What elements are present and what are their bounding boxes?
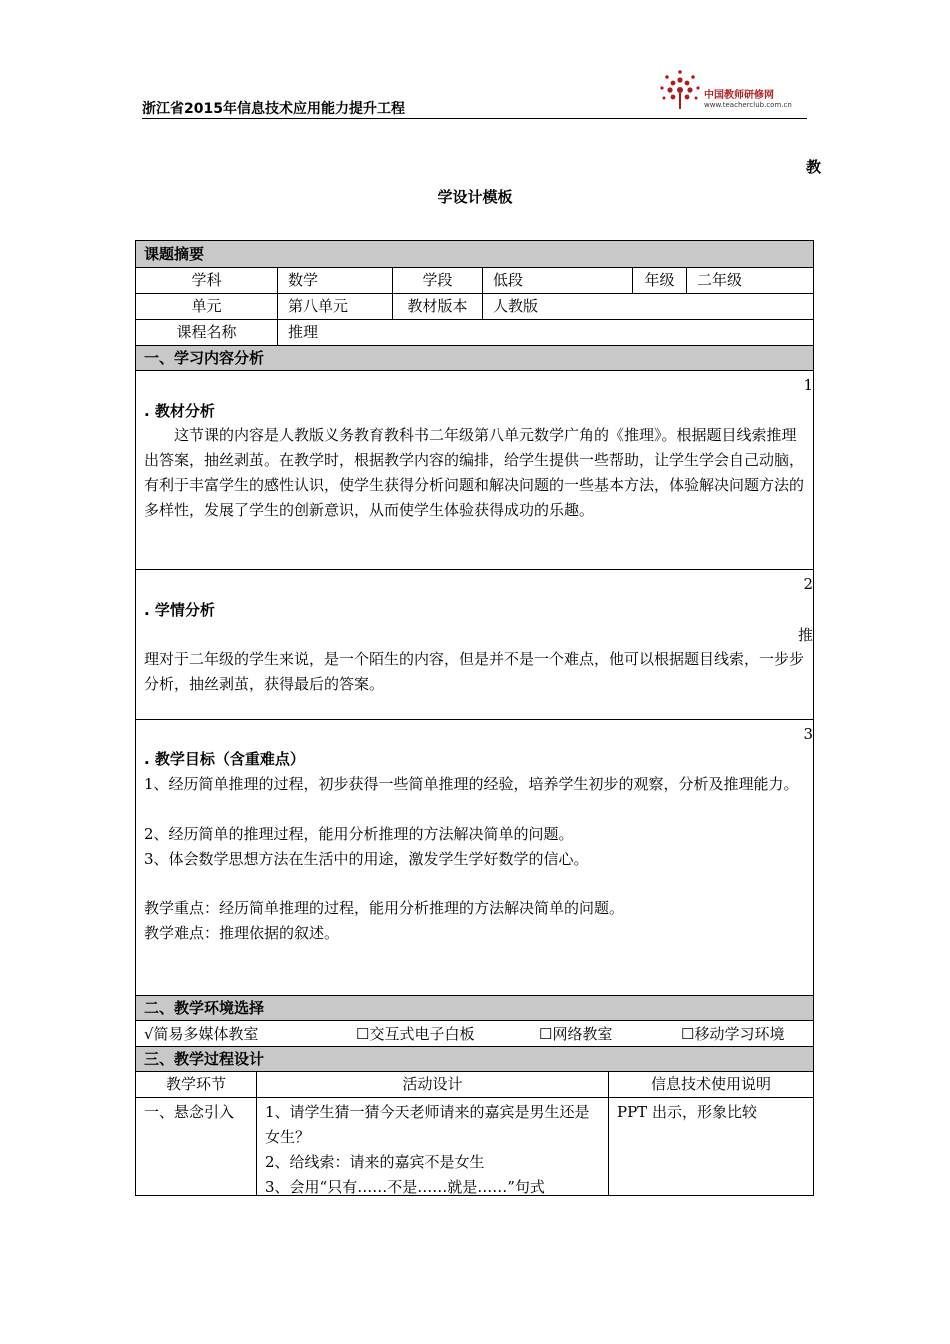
logo-flower-icon [656, 68, 704, 114]
doc-title-part1: 教 [806, 158, 822, 176]
textbook-text: 这节课的内容是人教版义务教育教科书二年级第八单元数学广角的《推理》。根据题目线索推理出答案，抽丝剥茧。在教学时，根据教学内容的编排，给学生提供一些帮助，让学生学会自己动脑，有利于丰富学生的感性认识，使学生获得分析问题和解决问题的一些基本方法，体验解决问题方法的多样性，发展了学生的创新意识，从而使学生体验获得成功的乐趣。 [144, 426, 805, 519]
col-header-stage: 教学环节 [136, 1072, 257, 1097]
logo [656, 68, 806, 114]
summary-heading-row [136, 241, 813, 268]
env-option-whiteboard[interactable]: ☐交互式电子白板 [356, 1025, 475, 1043]
activity-item: 2、给线索：请来的嘉宾不是女生 [265, 1153, 485, 1171]
section2-heading: 二、教学环境选择 [144, 999, 265, 1017]
goal-item: 3、体会数学思想方法在生活中的用途，激发学生学好数学的信心。 [144, 850, 589, 868]
unit-value: 第八单元 [278, 294, 393, 319]
subject-value: 数学 [278, 268, 393, 293]
section1-heading: 一、学习内容分析 [144, 349, 265, 367]
summary-row-3 [136, 320, 813, 346]
environment-options-row [136, 1021, 813, 1047]
env-option-mobile[interactable]: ☐移动学习环境 [681, 1025, 785, 1043]
section3-heading: 三、教学过程设计 [144, 1050, 265, 1068]
edition-label: 教材版本 [393, 294, 483, 319]
process-row [136, 1098, 813, 1195]
textbook-title: . 教材分析 [144, 402, 215, 420]
learner-analysis-block [136, 570, 813, 720]
course-label: 课程名称 [136, 320, 278, 345]
col-header-activity: 活动设计 [257, 1072, 609, 1097]
learner-number: 2 [803, 575, 813, 593]
process-stage: 一、悬念引入 [136, 1098, 257, 1195]
course-value: 推理 [288, 323, 319, 341]
subject-label: 学科 [136, 268, 278, 293]
logo-name: 中国教师研修网 [704, 90, 774, 101]
edition-value: 人教版 [493, 297, 539, 315]
header-title: 浙江省2015年信息技术应用能力提升工程 [142, 101, 405, 117]
activity-item: 3、会用“只有……不是……就是……”句式 [265, 1178, 545, 1196]
section3-heading-row [136, 1047, 813, 1072]
goals-number: 3 [803, 725, 813, 743]
doc-title-part2: 学设计模板 [437, 188, 513, 206]
learner-title: . 学情分析 [144, 601, 215, 619]
env-option-network[interactable]: ☐网络教室 [539, 1025, 613, 1043]
goals-title: . 教学目标（含重难点） [144, 750, 305, 768]
stage-value: 低段 [483, 268, 633, 293]
textbook-number: 1 [803, 376, 813, 394]
logo-url: www.teacherclub.com.cn [704, 101, 792, 109]
learner-text: 理对于二年级的学生来说，是一个陌生的内容，但是并不是一个难点，他可以根据题目线索，一步步分析，抽丝剥茧，获得最后的答案。 [144, 650, 805, 693]
grade-value: 二年级 [697, 271, 743, 289]
summary-row-2 [136, 294, 813, 320]
section2-heading-row [136, 996, 813, 1021]
lesson-plan-table [135, 240, 814, 1196]
summary-heading: 课题摘要 [144, 245, 205, 263]
textbook-analysis-block [136, 371, 813, 570]
summary-row-1 [136, 268, 813, 294]
unit-label: 单元 [136, 294, 278, 319]
difficulty: 教学难点：推理依据的叙述。 [144, 924, 340, 942]
grade-label: 年级 [633, 268, 687, 293]
goals-block [136, 720, 813, 996]
process-activity [257, 1098, 609, 1195]
col-header-tech: 信息技术使用说明 [650, 1075, 771, 1093]
stage-label: 学段 [393, 268, 483, 293]
section1-heading-row [136, 346, 813, 371]
process-tech: PPT 出示，形象比较 [617, 1103, 757, 1121]
process-header-row [136, 1072, 813, 1098]
env-option-multimedia[interactable]: √简易多媒体教室 [144, 1025, 259, 1043]
activity-item: 1、请学生猜一猜今天老师请来的嘉宾是男生还是女生？ [265, 1103, 590, 1146]
goal-item: 2、经历简单的推理过程，能用分析推理的方法解决简单的问题。 [144, 825, 574, 843]
goal-item: 1、经历简单推理的过程，初步获得一些简单推理的经验，培养学生初步的观察，分析及推理能力。 [144, 775, 799, 793]
header-divider [142, 118, 807, 119]
learner-tail-char: 推 [797, 626, 813, 644]
key-point: 教学重点：经历简单推理的过程，能用分析推理的方法解决简单的问题。 [144, 899, 625, 917]
